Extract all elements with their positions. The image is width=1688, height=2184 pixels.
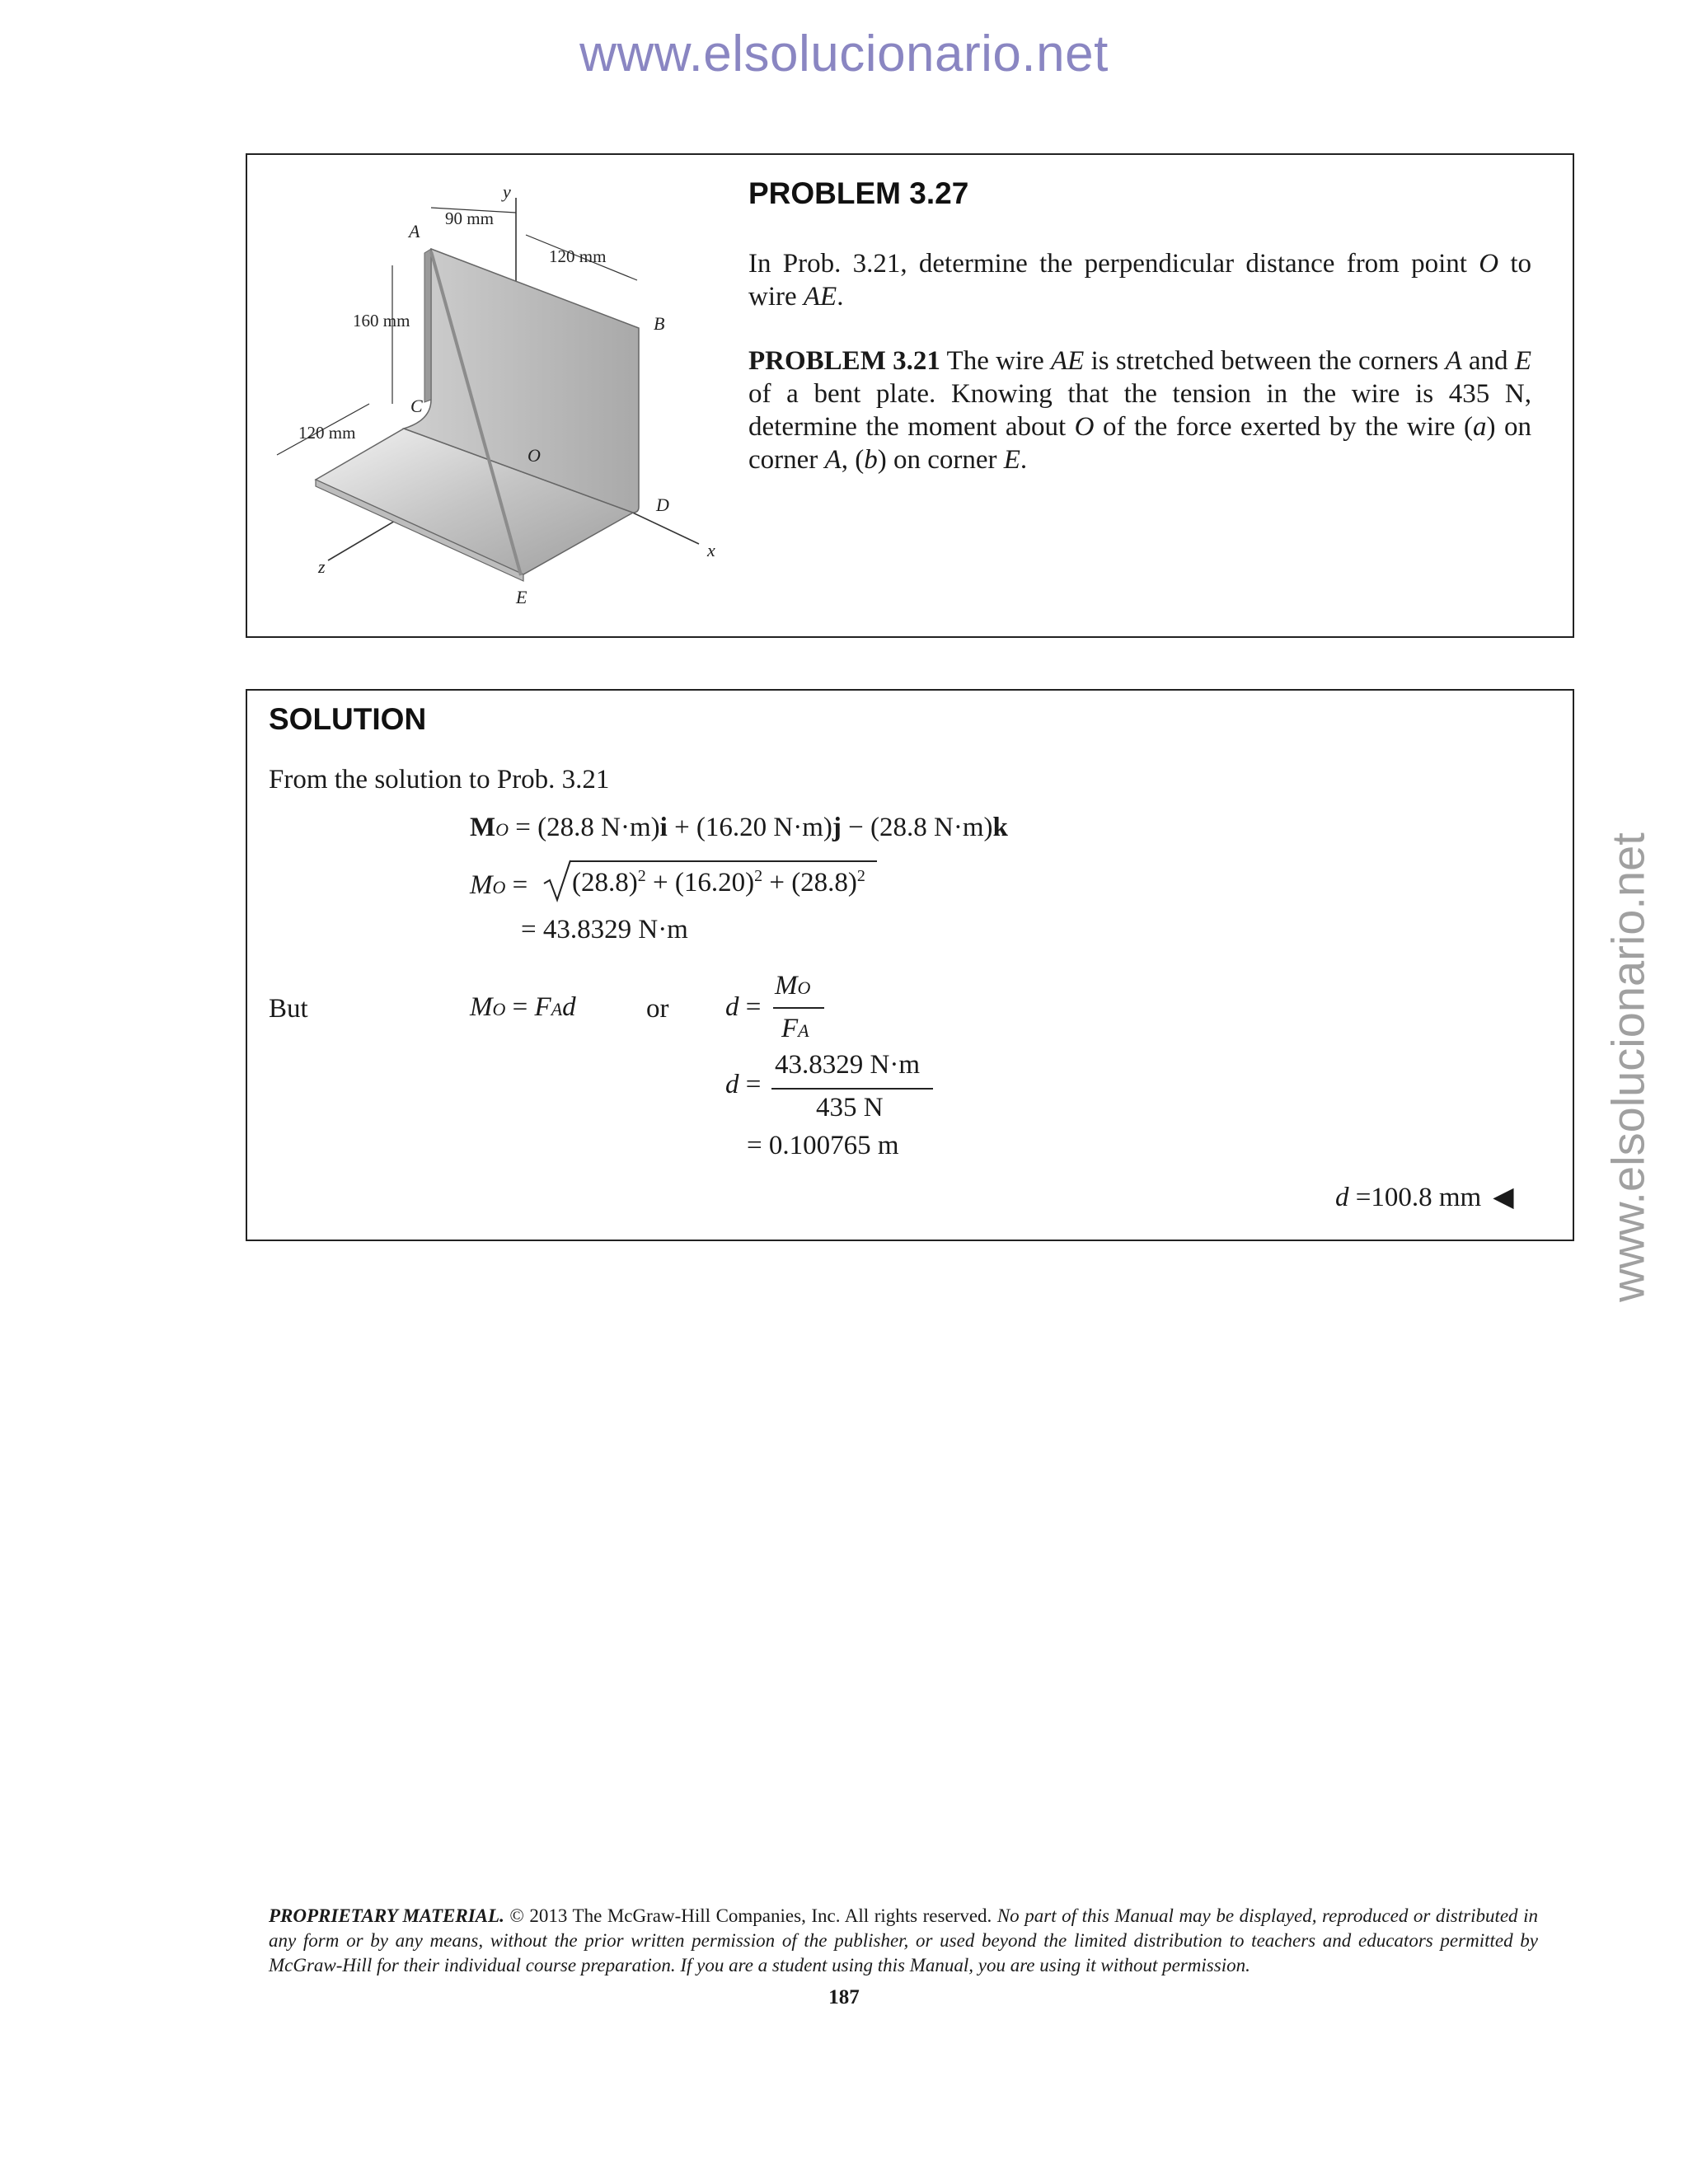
d-numeric-lhs: d =: [725, 1070, 762, 1099]
label-a: A: [409, 221, 420, 241]
label-o: O: [528, 445, 541, 466]
watermark-top: www.elsolucionario.net: [579, 26, 1109, 82]
d-formula-lhs: d =: [725, 992, 762, 1022]
answer-marker-icon: ◀: [1493, 1183, 1514, 1212]
sqrt-bar: [570, 860, 877, 862]
d-formula-fraction-bar: [773, 1007, 824, 1009]
footer-label: PROPRIETARY MATERIAL.: [269, 1905, 504, 1926]
footer-notice: [269, 1904, 1538, 1978]
sqrt-content: $(28.8)^2 + (16.20)^2 + (28.8)^2$: [572, 867, 865, 898]
label-d: D: [656, 494, 669, 515]
dim-120-top-label: 120 mm: [549, 246, 607, 266]
problem-title: PROBLEM 3.27: [748, 176, 969, 210]
sqrt-sign: [542, 859, 572, 903]
dim-120-left-label: 120 mm: [298, 423, 356, 443]
solution-intro: From the solution to Prob. 3.21: [269, 765, 610, 794]
label-e: E: [516, 587, 528, 607]
dim-160-label: 160 mm: [353, 311, 410, 330]
label-y: y: [503, 181, 511, 202]
d-numeric-numerator: 43.8329 N·m: [775, 1050, 920, 1080]
final-answer: d =100.8 mm ◀: [1335, 1183, 1514, 1212]
d-formula-denominator: FA: [781, 1014, 809, 1043]
footer-copyright: © 2013 The McGraw-Hill Companies, Inc. All rights reserved.: [504, 1905, 992, 1926]
d-formula-numerator: MO: [775, 971, 811, 1001]
d-numeric-denominator: 435 N: [816, 1093, 884, 1122]
label-c: C: [410, 396, 423, 416]
but-label: But: [269, 994, 308, 1024]
mo-value: = 43.8329 N·m: [521, 915, 688, 944]
equation-mo-magnitude: MO =: [470, 870, 528, 900]
bent-plate-figure: [262, 173, 757, 635]
reference-problem-label: PROBLEM 3.21: [748, 346, 940, 376]
label-x: x: [707, 540, 715, 560]
solution-title: SOLUTION: [269, 702, 427, 736]
vertical-plate-edge: [424, 249, 431, 402]
page-number: 187: [828, 1986, 860, 2008]
watermark-side-text: www.elsolucionario.net: [1601, 832, 1654, 1302]
dim-90-label: 90 mm: [445, 209, 494, 228]
label-b: B: [654, 313, 665, 334]
problem-statement: In Prob. 3.21, determine the perpendicular distance from point O to wire AE.: [748, 249, 1531, 312]
footer-permission-notice: No part of this Manual may be displayed, reproduced or distributed in any form or by any means, without the prior written permission of the publisher, or used beyond the limited distribution to teachers and educators permitted by McGraw-Hill for their individual course preparation. If you are a student using this Manual, you are using it without permission.: [269, 1905, 1539, 1975]
reference-problem: PROBLEM 3.21 The wire AE is stretched between the corners A and E of a bent plate. Knowing that the tension in the wire is 435 N, determine the moment about O of the force exerted by the wire (a) on corner A, (b) on corner E.: [748, 346, 1532, 475]
equation-mo-fd: MO = FAd: [470, 992, 576, 1022]
d-meters-value: = 0.100765 m: [747, 1131, 899, 1160]
or-label: or: [646, 994, 669, 1024]
label-z: z: [318, 556, 326, 577]
d-numeric-fraction-bar: [771, 1088, 933, 1090]
equation-mo-vector: MO = (28.8 N·m)i + (16.20 N·m)j − (28.8 N·m)k: [470, 813, 1008, 842]
